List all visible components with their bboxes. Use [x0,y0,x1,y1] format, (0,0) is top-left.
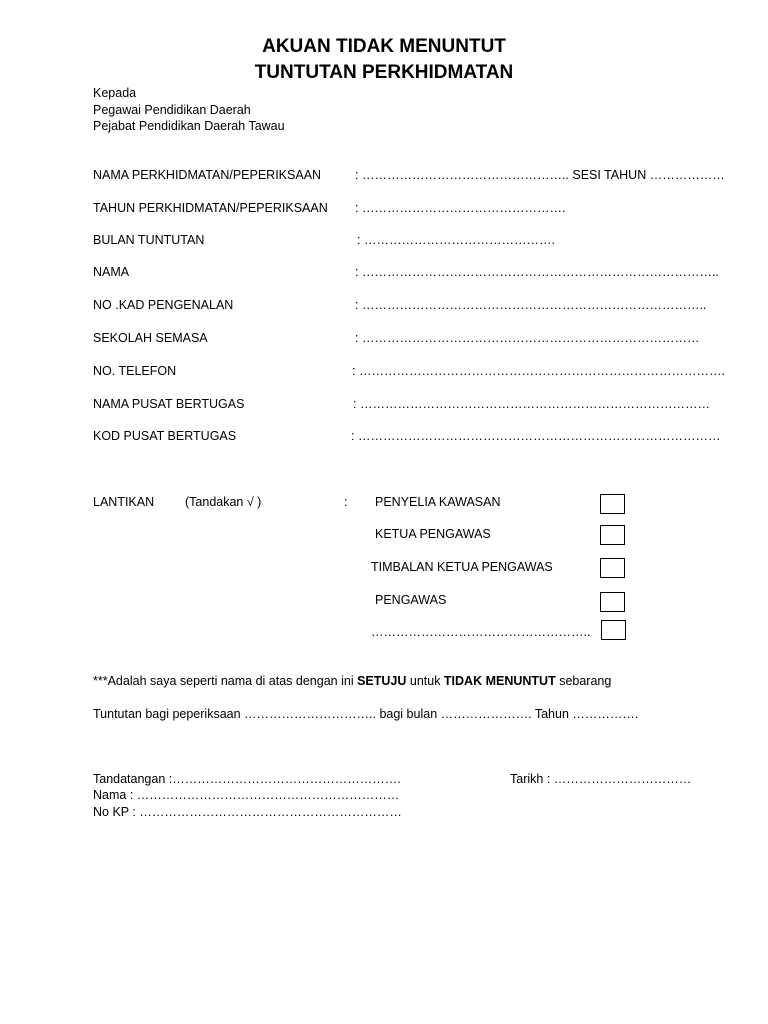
page-title-line2: TUNTUTAN PERKHIDMATAN [254,62,514,83]
field-value[interactable]: : …………………………………………. [355,201,566,215]
field-label: TAHUN PERKHIDMATAN/PEPERIKSAAN [93,201,328,215]
signature-field[interactable]: Tandatangan :………………………………………………. [93,772,401,786]
field-value[interactable]: : ………………………………………………………………………….. [355,265,719,279]
ic-number-field[interactable]: No KP : ……………………………………………………… [93,805,402,819]
declaration-prefix: ***Adalah saya seperti nama di atas dengan ini [93,674,358,688]
claim-line[interactable]: Tuntutan bagi peperiksaan ………………………….. bagi bulan …………………. Tahun ……………. [93,707,639,721]
declaration-middle: untuk [406,674,444,688]
recipient-office: Pejabat Pendidikan Daerah Tawau [93,119,285,133]
declaration-suffix: sebarang [555,674,612,688]
field-label: SEKOLAH SEMASA [93,331,208,345]
checkbox-other[interactable] [601,620,626,640]
field-label: KOD PUSAT BERTUGAS [93,429,237,443]
lantikan-label: LANTIKAN [93,495,155,509]
lantikan-hint: (Tandakan √ ) [185,495,262,509]
name-field[interactable]: Nama : ……………………………………………………… [93,788,400,802]
checkbox-pengawas[interactable] [600,592,625,612]
declaration-setuju: SETUJU [357,674,407,688]
page-title-line1: AKUAN TIDAK MENUNTUT [262,36,506,57]
field-label: NO. TELEFON [93,364,177,378]
field-value[interactable]: : ……………………………………………………………………………. [352,364,725,378]
recipient-salutation: Kepada [93,86,137,100]
field-value[interactable]: : ……………………………………………………………………….. [355,298,707,312]
declaration-text [93,674,611,689]
field-label: NO .KAD PENGENALAN [93,298,234,312]
field-label: NAMA PUSAT BERTUGAS [93,397,245,411]
date-field[interactable]: Tarikh : …………………………… [510,772,692,786]
option-label-other[interactable]: …………………………………………….. [371,625,591,639]
recipient-title: Pegawai Pendidikan Daerah [93,103,251,117]
checkbox-penyelia-kawasan[interactable] [600,494,625,514]
field-value[interactable]: : ……………………………………………………………………… [355,331,700,345]
field-value[interactable]: : …………………………………………………………………………… [351,429,721,443]
option-label: PENYELIA KAWASAN [375,495,501,509]
lantikan-colon: : [344,495,348,509]
checkbox-timbalan-ketua-pengawas[interactable] [600,558,625,578]
field-label: NAMA PERKHIDMATAN/PEPERIKSAAN [93,168,322,182]
field-value[interactable]: : ………………………………………….. SESI TAHUN ……………… [355,168,725,182]
declaration-tidak-menuntut: TIDAK MENUNTUT [443,674,556,688]
field-value[interactable]: : ………………………………………. [357,233,555,247]
field-label: BULAN TUNTUTAN [93,233,205,247]
field-value[interactable]: : ………………………………………………………………………… [353,397,710,411]
option-label: PENGAWAS [375,593,447,607]
option-label: TIMBALAN KETUA PENGAWAS [371,560,553,574]
checkbox-ketua-pengawas[interactable] [600,525,625,545]
option-label: KETUA PENGAWAS [375,527,491,541]
field-label: NAMA [93,265,130,279]
